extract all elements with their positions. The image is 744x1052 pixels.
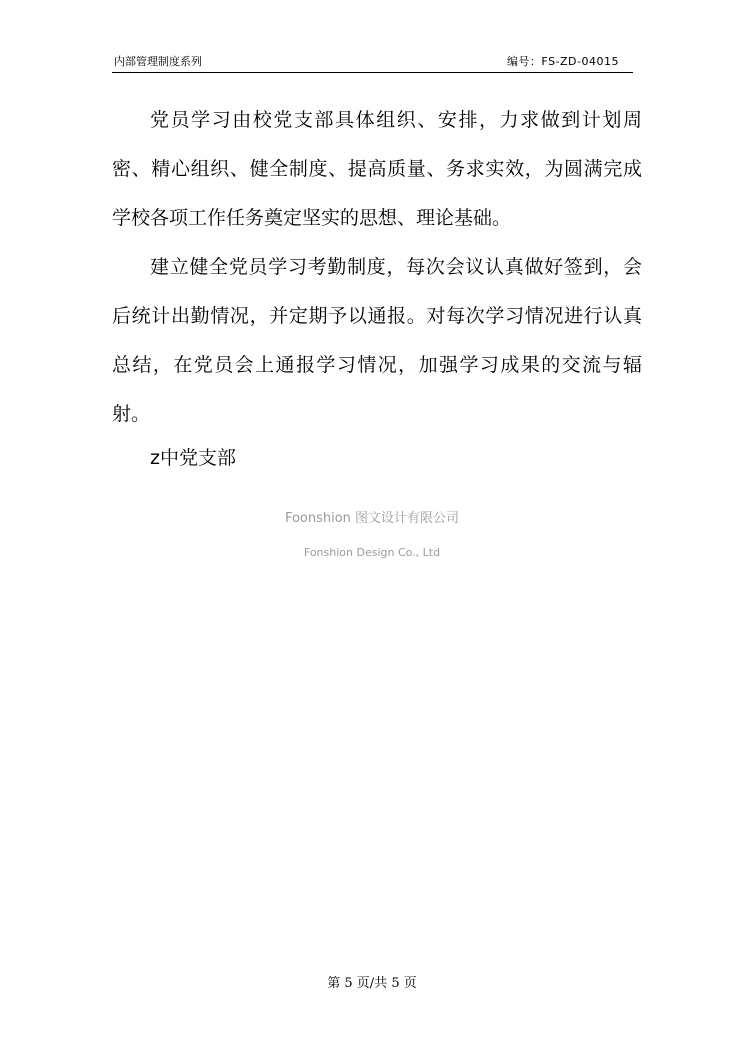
body-paragraph-1: 党员学习由校党支部具体组织、安排，力求做到计划周密、精心组织、健全制度、提高质量、务求实效，为圆满完成学校各项工作任务奠定坚实的思想、理论基础。 <box>112 109 642 229</box>
body-paragraph-2: 建立健全党员学习考勤制度，每次会议认真做好签到，会后统计出勤情况，并定期予以通报。对每次学习情况进行认真总结，在党员会上通报学习情况，加强学习成果的交流与辐射。 <box>112 256 642 425</box>
company-name-english: Fonshion Design Co., Ltd <box>303 546 441 559</box>
page-number: 第 5 页/共 5 页 <box>327 976 417 991</box>
company-name-chinese: Foonshion 图文设计有限公司 <box>284 511 460 526</box>
header-document-number: 编号：FS-ZD-04015 <box>506 55 619 68</box>
document-body <box>112 96 642 439</box>
page-header <box>112 54 633 73</box>
signature-line: z中党支部 <box>150 447 236 469</box>
header-series-title: 内部管理制度系列 <box>114 55 202 68</box>
